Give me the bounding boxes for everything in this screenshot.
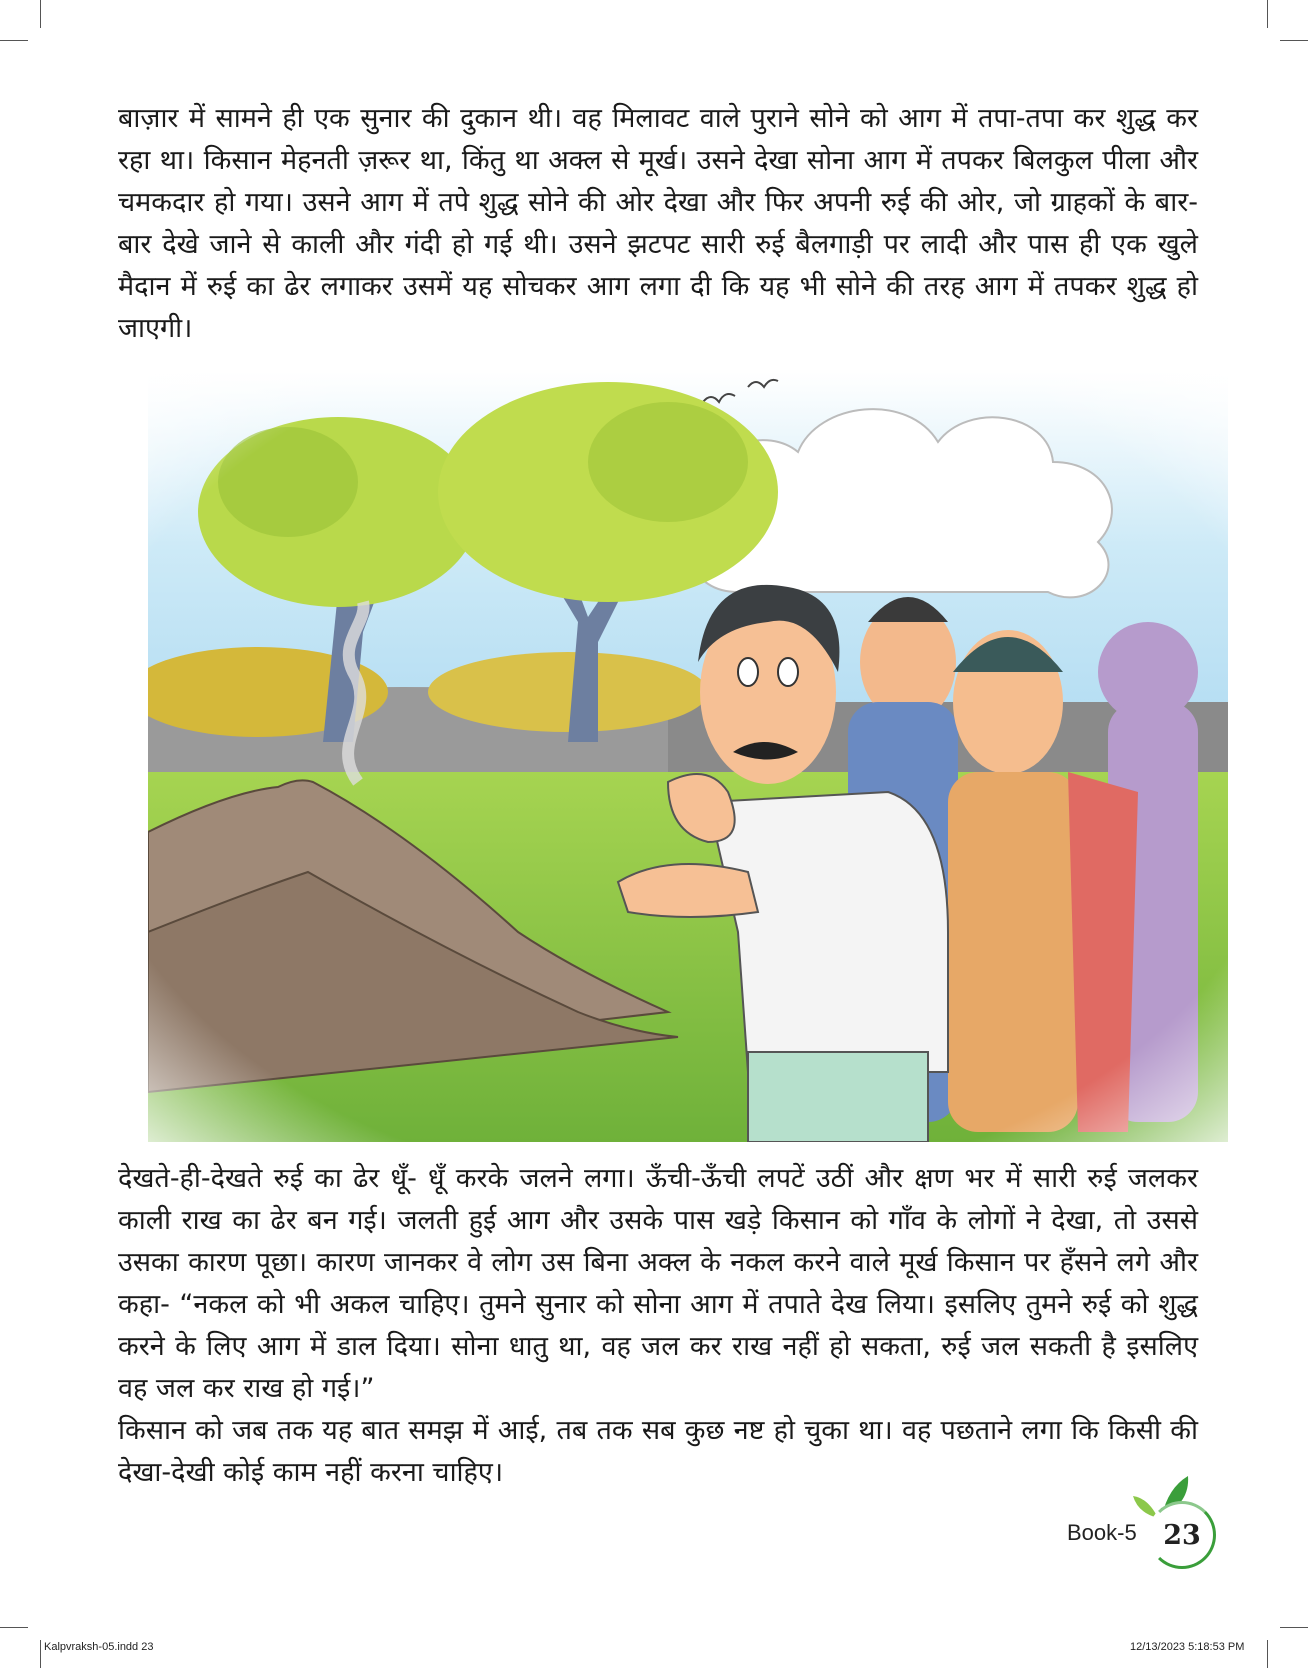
- crop-mark: [1280, 1627, 1308, 1628]
- crop-mark: [0, 40, 28, 41]
- crop-mark: [1267, 1640, 1268, 1668]
- page-number: 23: [1148, 1501, 1216, 1569]
- crop-mark: [1267, 0, 1268, 28]
- story-paragraph-top: [118, 98, 1198, 350]
- crop-mark: [40, 1640, 41, 1668]
- book-label: Book-5: [1067, 1520, 1137, 1545]
- story-paragraph-bottom: [118, 1158, 1198, 1494]
- crop-mark: [0, 1627, 28, 1628]
- timestamp-slug: 12/13/2023 5:18:53 PM: [1130, 1641, 1245, 1653]
- crop-mark: [1280, 40, 1308, 41]
- paragraph-text: देखते-ही-देखते रुई का ढेर धूँ- धूँ करके जलने लगा। ऊँची-ऊँची लपटें उठीं और क्षण भर में सारी रुई जलकर काली राख का ढेर बन गई। जलती हुई आग और उसके पास खड़े किसान को गाँव के लोगों ने देखा, तो उससे उसका कारण पूछा। कारण जानकर वे लोग उस बिना अक्ल के नकल करने वाले मूर्ख किसान पर हँसने लगे और कहा- “नकल को भी अकल चाहिए। तुमने सुनार को सोना आग में तपाते देख लिया। इसलिए तुमने रुई को शुद्ध करने के लिए आग में डाल दिया। सोना धातु था, वह जल कर राख नहीं हो सकता, रुई जल सकती है इसलिए वह जल कर राख हो गई।”: [118, 1163, 1198, 1404]
- file-slug: Kalpvraksh-05.indd 23: [44, 1641, 154, 1653]
- paragraph-text: किसान को जब तक यह बात समझ में आई, तब तक सब कुछ नष्ट हो चुका था। वह पछताने लगा कि किसी की देखा-देखी कोई काम नहीं करना चाहिए।: [118, 1415, 1198, 1488]
- crop-mark: [40, 0, 41, 28]
- story-illustration: [148, 372, 1228, 1142]
- paragraph-text: बाज़ार में सामने ही एक सुनार की दुकान थी। वह मिलावट वाले पुराने सोने को आग में तपा-तपा कर शुद्ध कर रहा था। किसान मेहनती ज़रूर था, किंतु था अक्ल से मूर्ख। उसने देखा सोना आग में तपकर बिलकुल पीला और चमकदार हो गया। उसने आग में तपे शुद्ध सोने की ओर देखा और फिर अपनी रुई की ओर, जो ग्राहकों के बार-बार देखे जाने से काली और गंदी हो गई थी। उसने झटपट सारी रुई बैलगाड़ी पर लादी और पास ही एक खुले मैदान में रुई का ढेर लगाकर उसमें यह सोचकर आग लगा दी कि यह भी सोने की तरह आग में तपकर शुद्ध हो जाएगी।: [118, 103, 1198, 344]
